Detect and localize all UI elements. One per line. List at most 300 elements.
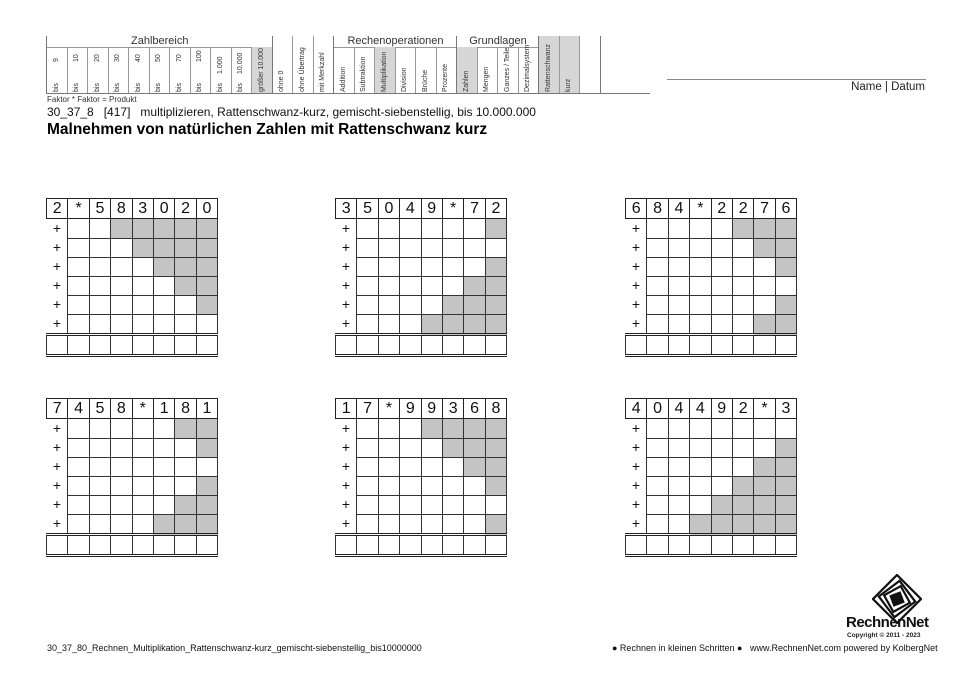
answer-cell[interactable]	[421, 514, 442, 535]
shaded-answer-cell[interactable]	[464, 276, 485, 295]
answer-cell[interactable]	[111, 438, 132, 457]
answer-cell[interactable]	[196, 314, 217, 335]
answer-cell[interactable]	[442, 495, 463, 514]
answer-cell[interactable]	[378, 257, 399, 276]
answer-cell[interactable]	[68, 238, 89, 257]
shaded-answer-cell[interactable]	[442, 419, 463, 439]
answer-cell[interactable]	[357, 495, 378, 514]
answer-cell[interactable]	[711, 219, 732, 239]
shaded-answer-cell[interactable]	[775, 219, 796, 239]
shaded-answer-cell[interactable]	[711, 514, 732, 535]
shaded-answer-cell[interactable]	[175, 495, 196, 514]
shaded-answer-cell[interactable]	[775, 295, 796, 314]
answer-cell[interactable]	[668, 314, 689, 335]
result-cell[interactable]	[153, 535, 174, 556]
answer-cell[interactable]	[690, 495, 711, 514]
answer-cell[interactable]	[378, 419, 399, 439]
answer-cell[interactable]	[111, 276, 132, 295]
result-cell[interactable]	[336, 535, 357, 556]
result-cell[interactable]	[732, 535, 753, 556]
answer-cell[interactable]	[668, 514, 689, 535]
answer-cell[interactable]	[400, 257, 421, 276]
answer-cell[interactable]	[711, 257, 732, 276]
answer-cell[interactable]	[89, 257, 110, 276]
answer-cell[interactable]	[357, 257, 378, 276]
answer-cell[interactable]	[400, 276, 421, 295]
result-cell[interactable]	[775, 335, 796, 356]
answer-cell[interactable]	[357, 238, 378, 257]
shaded-answer-cell[interactable]	[485, 276, 506, 295]
answer-cell[interactable]	[464, 257, 485, 276]
answer-cell[interactable]	[68, 419, 89, 439]
shaded-answer-cell[interactable]	[196, 476, 217, 495]
answer-cell[interactable]	[357, 476, 378, 495]
answer-cell[interactable]	[378, 219, 399, 239]
answer-cell[interactable]	[89, 419, 110, 439]
answer-cell[interactable]	[668, 295, 689, 314]
shaded-answer-cell[interactable]	[196, 257, 217, 276]
answer-cell[interactable]	[111, 238, 132, 257]
result-cell[interactable]	[421, 535, 442, 556]
answer-cell[interactable]	[175, 295, 196, 314]
answer-cell[interactable]	[711, 276, 732, 295]
answer-cell[interactable]	[668, 219, 689, 239]
answer-cell[interactable]	[400, 419, 421, 439]
result-cell[interactable]	[132, 535, 153, 556]
answer-cell[interactable]	[153, 314, 174, 335]
answer-cell[interactable]	[132, 314, 153, 335]
answer-cell[interactable]	[357, 219, 378, 239]
shaded-answer-cell[interactable]	[485, 438, 506, 457]
answer-cell[interactable]	[732, 238, 753, 257]
answer-cell[interactable]	[111, 457, 132, 476]
result-cell[interactable]	[464, 535, 485, 556]
answer-cell[interactable]	[68, 495, 89, 514]
shaded-answer-cell[interactable]	[711, 495, 732, 514]
answer-cell[interactable]	[68, 276, 89, 295]
answer-cell[interactable]	[754, 419, 775, 439]
result-cell[interactable]	[132, 335, 153, 356]
answer-cell[interactable]	[442, 476, 463, 495]
answer-cell[interactable]	[464, 238, 485, 257]
answer-cell[interactable]	[690, 438, 711, 457]
result-cell[interactable]	[111, 335, 132, 356]
answer-cell[interactable]	[111, 476, 132, 495]
answer-cell[interactable]	[111, 419, 132, 439]
result-cell[interactable]	[378, 535, 399, 556]
answer-cell[interactable]	[668, 238, 689, 257]
shaded-answer-cell[interactable]	[153, 238, 174, 257]
result-cell[interactable]	[357, 335, 378, 356]
answer-cell[interactable]	[464, 495, 485, 514]
result-cell[interactable]	[442, 335, 463, 356]
shaded-answer-cell[interactable]	[485, 295, 506, 314]
answer-cell[interactable]	[442, 276, 463, 295]
answer-cell[interactable]	[89, 457, 110, 476]
answer-cell[interactable]	[647, 514, 668, 535]
result-cell[interactable]	[47, 335, 68, 356]
shaded-answer-cell[interactable]	[775, 457, 796, 476]
answer-cell[interactable]	[647, 314, 668, 335]
shaded-answer-cell[interactable]	[132, 238, 153, 257]
answer-cell[interactable]	[153, 276, 174, 295]
answer-cell[interactable]	[421, 295, 442, 314]
shaded-answer-cell[interactable]	[775, 314, 796, 335]
answer-cell[interactable]	[647, 276, 668, 295]
result-cell[interactable]	[668, 535, 689, 556]
answer-cell[interactable]	[111, 257, 132, 276]
answer-cell[interactable]	[132, 476, 153, 495]
result-cell[interactable]	[196, 335, 217, 356]
shaded-answer-cell[interactable]	[754, 495, 775, 514]
answer-cell[interactable]	[68, 219, 89, 239]
answer-cell[interactable]	[690, 276, 711, 295]
answer-cell[interactable]	[690, 295, 711, 314]
result-cell[interactable]	[400, 535, 421, 556]
answer-cell[interactable]	[378, 238, 399, 257]
result-cell[interactable]	[485, 535, 506, 556]
shaded-answer-cell[interactable]	[153, 219, 174, 239]
answer-cell[interactable]	[775, 419, 796, 439]
shaded-answer-cell[interactable]	[196, 514, 217, 535]
answer-cell[interactable]	[690, 419, 711, 439]
shaded-answer-cell[interactable]	[175, 419, 196, 439]
answer-cell[interactable]	[647, 238, 668, 257]
answer-cell[interactable]	[68, 457, 89, 476]
answer-cell[interactable]	[485, 238, 506, 257]
answer-cell[interactable]	[378, 438, 399, 457]
answer-cell[interactable]	[647, 257, 668, 276]
shaded-answer-cell[interactable]	[442, 438, 463, 457]
result-cell[interactable]	[690, 335, 711, 356]
shaded-answer-cell[interactable]	[196, 238, 217, 257]
answer-cell[interactable]	[400, 514, 421, 535]
result-cell[interactable]	[711, 535, 732, 556]
shaded-answer-cell[interactable]	[775, 495, 796, 514]
shaded-answer-cell[interactable]	[175, 219, 196, 239]
answer-cell[interactable]	[442, 257, 463, 276]
answer-cell[interactable]	[668, 257, 689, 276]
result-cell[interactable]	[711, 335, 732, 356]
shaded-answer-cell[interactable]	[485, 419, 506, 439]
answer-cell[interactable]	[357, 514, 378, 535]
answer-cell[interactable]	[421, 438, 442, 457]
result-cell[interactable]	[47, 535, 68, 556]
answer-cell[interactable]	[690, 457, 711, 476]
shaded-answer-cell[interactable]	[775, 438, 796, 457]
shaded-answer-cell[interactable]	[153, 257, 174, 276]
result-cell[interactable]	[668, 335, 689, 356]
answer-cell[interactable]	[132, 276, 153, 295]
answer-cell[interactable]	[732, 276, 753, 295]
answer-cell[interactable]	[153, 295, 174, 314]
answer-cell[interactable]	[132, 514, 153, 535]
answer-cell[interactable]	[357, 438, 378, 457]
shaded-answer-cell[interactable]	[464, 438, 485, 457]
answer-cell[interactable]	[690, 257, 711, 276]
shaded-answer-cell[interactable]	[464, 314, 485, 335]
answer-cell[interactable]	[732, 438, 753, 457]
answer-cell[interactable]	[421, 476, 442, 495]
result-cell[interactable]	[754, 535, 775, 556]
result-cell[interactable]	[732, 335, 753, 356]
answer-cell[interactable]	[421, 257, 442, 276]
answer-cell[interactable]	[378, 476, 399, 495]
answer-cell[interactable]	[442, 457, 463, 476]
shaded-answer-cell[interactable]	[464, 295, 485, 314]
answer-cell[interactable]	[132, 419, 153, 439]
shaded-answer-cell[interactable]	[153, 514, 174, 535]
answer-cell[interactable]	[378, 457, 399, 476]
answer-cell[interactable]	[775, 276, 796, 295]
answer-cell[interactable]	[132, 457, 153, 476]
result-cell[interactable]	[754, 335, 775, 356]
result-cell[interactable]	[626, 335, 647, 356]
shaded-answer-cell[interactable]	[485, 257, 506, 276]
answer-cell[interactable]	[175, 476, 196, 495]
answer-cell[interactable]	[153, 419, 174, 439]
answer-cell[interactable]	[196, 457, 217, 476]
shaded-answer-cell[interactable]	[775, 476, 796, 495]
shaded-answer-cell[interactable]	[754, 476, 775, 495]
answer-cell[interactable]	[464, 219, 485, 239]
shaded-answer-cell[interactable]	[485, 476, 506, 495]
answer-cell[interactable]	[647, 295, 668, 314]
shaded-answer-cell[interactable]	[485, 514, 506, 535]
answer-cell[interactable]	[68, 257, 89, 276]
shaded-answer-cell[interactable]	[175, 238, 196, 257]
answer-cell[interactable]	[89, 314, 110, 335]
result-cell[interactable]	[378, 335, 399, 356]
answer-cell[interactable]	[754, 295, 775, 314]
answer-cell[interactable]	[732, 419, 753, 439]
answer-cell[interactable]	[378, 314, 399, 335]
result-cell[interactable]	[626, 535, 647, 556]
answer-cell[interactable]	[400, 495, 421, 514]
shaded-answer-cell[interactable]	[775, 514, 796, 535]
answer-cell[interactable]	[175, 457, 196, 476]
answer-cell[interactable]	[153, 457, 174, 476]
answer-cell[interactable]	[153, 438, 174, 457]
shaded-answer-cell[interactable]	[196, 438, 217, 457]
answer-cell[interactable]	[464, 476, 485, 495]
answer-cell[interactable]	[400, 438, 421, 457]
answer-cell[interactable]	[647, 419, 668, 439]
result-cell[interactable]	[196, 535, 217, 556]
answer-cell[interactable]	[89, 514, 110, 535]
result-cell[interactable]	[464, 335, 485, 356]
result-cell[interactable]	[111, 535, 132, 556]
answer-cell[interactable]	[442, 514, 463, 535]
answer-cell[interactable]	[357, 276, 378, 295]
answer-cell[interactable]	[732, 257, 753, 276]
result-cell[interactable]	[647, 535, 668, 556]
answer-cell[interactable]	[421, 219, 442, 239]
result-cell[interactable]	[175, 335, 196, 356]
answer-cell[interactable]	[111, 295, 132, 314]
answer-cell[interactable]	[400, 219, 421, 239]
answer-cell[interactable]	[153, 476, 174, 495]
answer-cell[interactable]	[378, 514, 399, 535]
answer-cell[interactable]	[647, 438, 668, 457]
answer-cell[interactable]	[421, 276, 442, 295]
answer-cell[interactable]	[68, 295, 89, 314]
answer-cell[interactable]	[378, 495, 399, 514]
answer-cell[interactable]	[732, 457, 753, 476]
answer-cell[interactable]	[668, 438, 689, 457]
result-cell[interactable]	[442, 535, 463, 556]
answer-cell[interactable]	[89, 438, 110, 457]
answer-cell[interactable]	[421, 495, 442, 514]
answer-cell[interactable]	[132, 495, 153, 514]
shaded-answer-cell[interactable]	[754, 238, 775, 257]
answer-cell[interactable]	[668, 419, 689, 439]
shaded-answer-cell[interactable]	[175, 257, 196, 276]
answer-cell[interactable]	[68, 514, 89, 535]
answer-cell[interactable]	[132, 438, 153, 457]
shaded-answer-cell[interactable]	[464, 457, 485, 476]
answer-cell[interactable]	[464, 514, 485, 535]
shaded-answer-cell[interactable]	[732, 219, 753, 239]
answer-cell[interactable]	[711, 314, 732, 335]
answer-cell[interactable]	[711, 295, 732, 314]
answer-cell[interactable]	[400, 476, 421, 495]
answer-cell[interactable]	[400, 314, 421, 335]
answer-cell[interactable]	[111, 314, 132, 335]
answer-cell[interactable]	[68, 438, 89, 457]
result-cell[interactable]	[153, 335, 174, 356]
answer-cell[interactable]	[690, 238, 711, 257]
shaded-answer-cell[interactable]	[775, 257, 796, 276]
answer-cell[interactable]	[442, 219, 463, 239]
shaded-answer-cell[interactable]	[196, 495, 217, 514]
shaded-answer-cell[interactable]	[132, 219, 153, 239]
answer-cell[interactable]	[89, 295, 110, 314]
shaded-answer-cell[interactable]	[754, 514, 775, 535]
answer-cell[interactable]	[485, 495, 506, 514]
answer-cell[interactable]	[711, 419, 732, 439]
shaded-answer-cell[interactable]	[754, 219, 775, 239]
result-cell[interactable]	[775, 535, 796, 556]
answer-cell[interactable]	[357, 419, 378, 439]
answer-cell[interactable]	[711, 438, 732, 457]
answer-cell[interactable]	[89, 495, 110, 514]
shaded-answer-cell[interactable]	[690, 514, 711, 535]
answer-cell[interactable]	[711, 476, 732, 495]
shaded-answer-cell[interactable]	[175, 514, 196, 535]
answer-cell[interactable]	[357, 314, 378, 335]
answer-cell[interactable]	[668, 276, 689, 295]
result-cell[interactable]	[485, 335, 506, 356]
answer-cell[interactable]	[690, 476, 711, 495]
answer-cell[interactable]	[647, 495, 668, 514]
answer-cell[interactable]	[89, 219, 110, 239]
result-cell[interactable]	[357, 535, 378, 556]
answer-cell[interactable]	[647, 476, 668, 495]
shaded-answer-cell[interactable]	[421, 419, 442, 439]
answer-cell[interactable]	[668, 476, 689, 495]
result-cell[interactable]	[89, 335, 110, 356]
result-cell[interactable]	[336, 335, 357, 356]
answer-cell[interactable]	[647, 219, 668, 239]
answer-cell[interactable]	[68, 314, 89, 335]
answer-cell[interactable]	[732, 314, 753, 335]
shaded-answer-cell[interactable]	[754, 314, 775, 335]
shaded-answer-cell[interactable]	[754, 457, 775, 476]
shaded-answer-cell[interactable]	[485, 314, 506, 335]
answer-cell[interactable]	[400, 457, 421, 476]
shaded-answer-cell[interactable]	[111, 219, 132, 239]
result-cell[interactable]	[175, 535, 196, 556]
shaded-answer-cell[interactable]	[196, 295, 217, 314]
answer-cell[interactable]	[690, 219, 711, 239]
answer-cell[interactable]	[690, 314, 711, 335]
answer-cell[interactable]	[132, 295, 153, 314]
answer-cell[interactable]	[89, 238, 110, 257]
answer-cell[interactable]	[68, 476, 89, 495]
answer-cell[interactable]	[357, 457, 378, 476]
answer-cell[interactable]	[754, 257, 775, 276]
shaded-answer-cell[interactable]	[196, 419, 217, 439]
answer-cell[interactable]	[400, 238, 421, 257]
answer-cell[interactable]	[111, 495, 132, 514]
answer-cell[interactable]	[421, 457, 442, 476]
answer-cell[interactable]	[378, 276, 399, 295]
shaded-answer-cell[interactable]	[732, 476, 753, 495]
result-cell[interactable]	[421, 335, 442, 356]
answer-cell[interactable]	[732, 295, 753, 314]
answer-cell[interactable]	[421, 238, 442, 257]
result-cell[interactable]	[68, 335, 89, 356]
shaded-answer-cell[interactable]	[485, 219, 506, 239]
shaded-answer-cell[interactable]	[421, 314, 442, 335]
shaded-answer-cell[interactable]	[196, 219, 217, 239]
answer-cell[interactable]	[89, 476, 110, 495]
answer-cell[interactable]	[668, 495, 689, 514]
answer-cell[interactable]	[153, 495, 174, 514]
shaded-answer-cell[interactable]	[442, 295, 463, 314]
answer-cell[interactable]	[175, 314, 196, 335]
answer-cell[interactable]	[711, 238, 732, 257]
result-cell[interactable]	[647, 335, 668, 356]
shaded-answer-cell[interactable]	[775, 238, 796, 257]
answer-cell[interactable]	[754, 438, 775, 457]
answer-cell[interactable]	[647, 457, 668, 476]
answer-cell[interactable]	[754, 276, 775, 295]
answer-cell[interactable]	[175, 438, 196, 457]
result-cell[interactable]	[400, 335, 421, 356]
answer-cell[interactable]	[400, 295, 421, 314]
answer-cell[interactable]	[711, 457, 732, 476]
answer-cell[interactable]	[132, 257, 153, 276]
result-cell[interactable]	[68, 535, 89, 556]
shaded-answer-cell[interactable]	[464, 419, 485, 439]
shaded-answer-cell[interactable]	[196, 276, 217, 295]
shaded-answer-cell[interactable]	[485, 457, 506, 476]
answer-cell[interactable]	[357, 295, 378, 314]
answer-cell[interactable]	[378, 295, 399, 314]
answer-cell[interactable]	[668, 457, 689, 476]
answer-cell[interactable]	[89, 276, 110, 295]
answer-cell[interactable]	[442, 238, 463, 257]
answer-cell[interactable]	[111, 514, 132, 535]
shaded-answer-cell[interactable]	[732, 495, 753, 514]
shaded-answer-cell[interactable]	[175, 276, 196, 295]
result-cell[interactable]	[690, 535, 711, 556]
shaded-answer-cell[interactable]	[732, 514, 753, 535]
result-cell[interactable]	[89, 535, 110, 556]
shaded-answer-cell[interactable]	[442, 314, 463, 335]
